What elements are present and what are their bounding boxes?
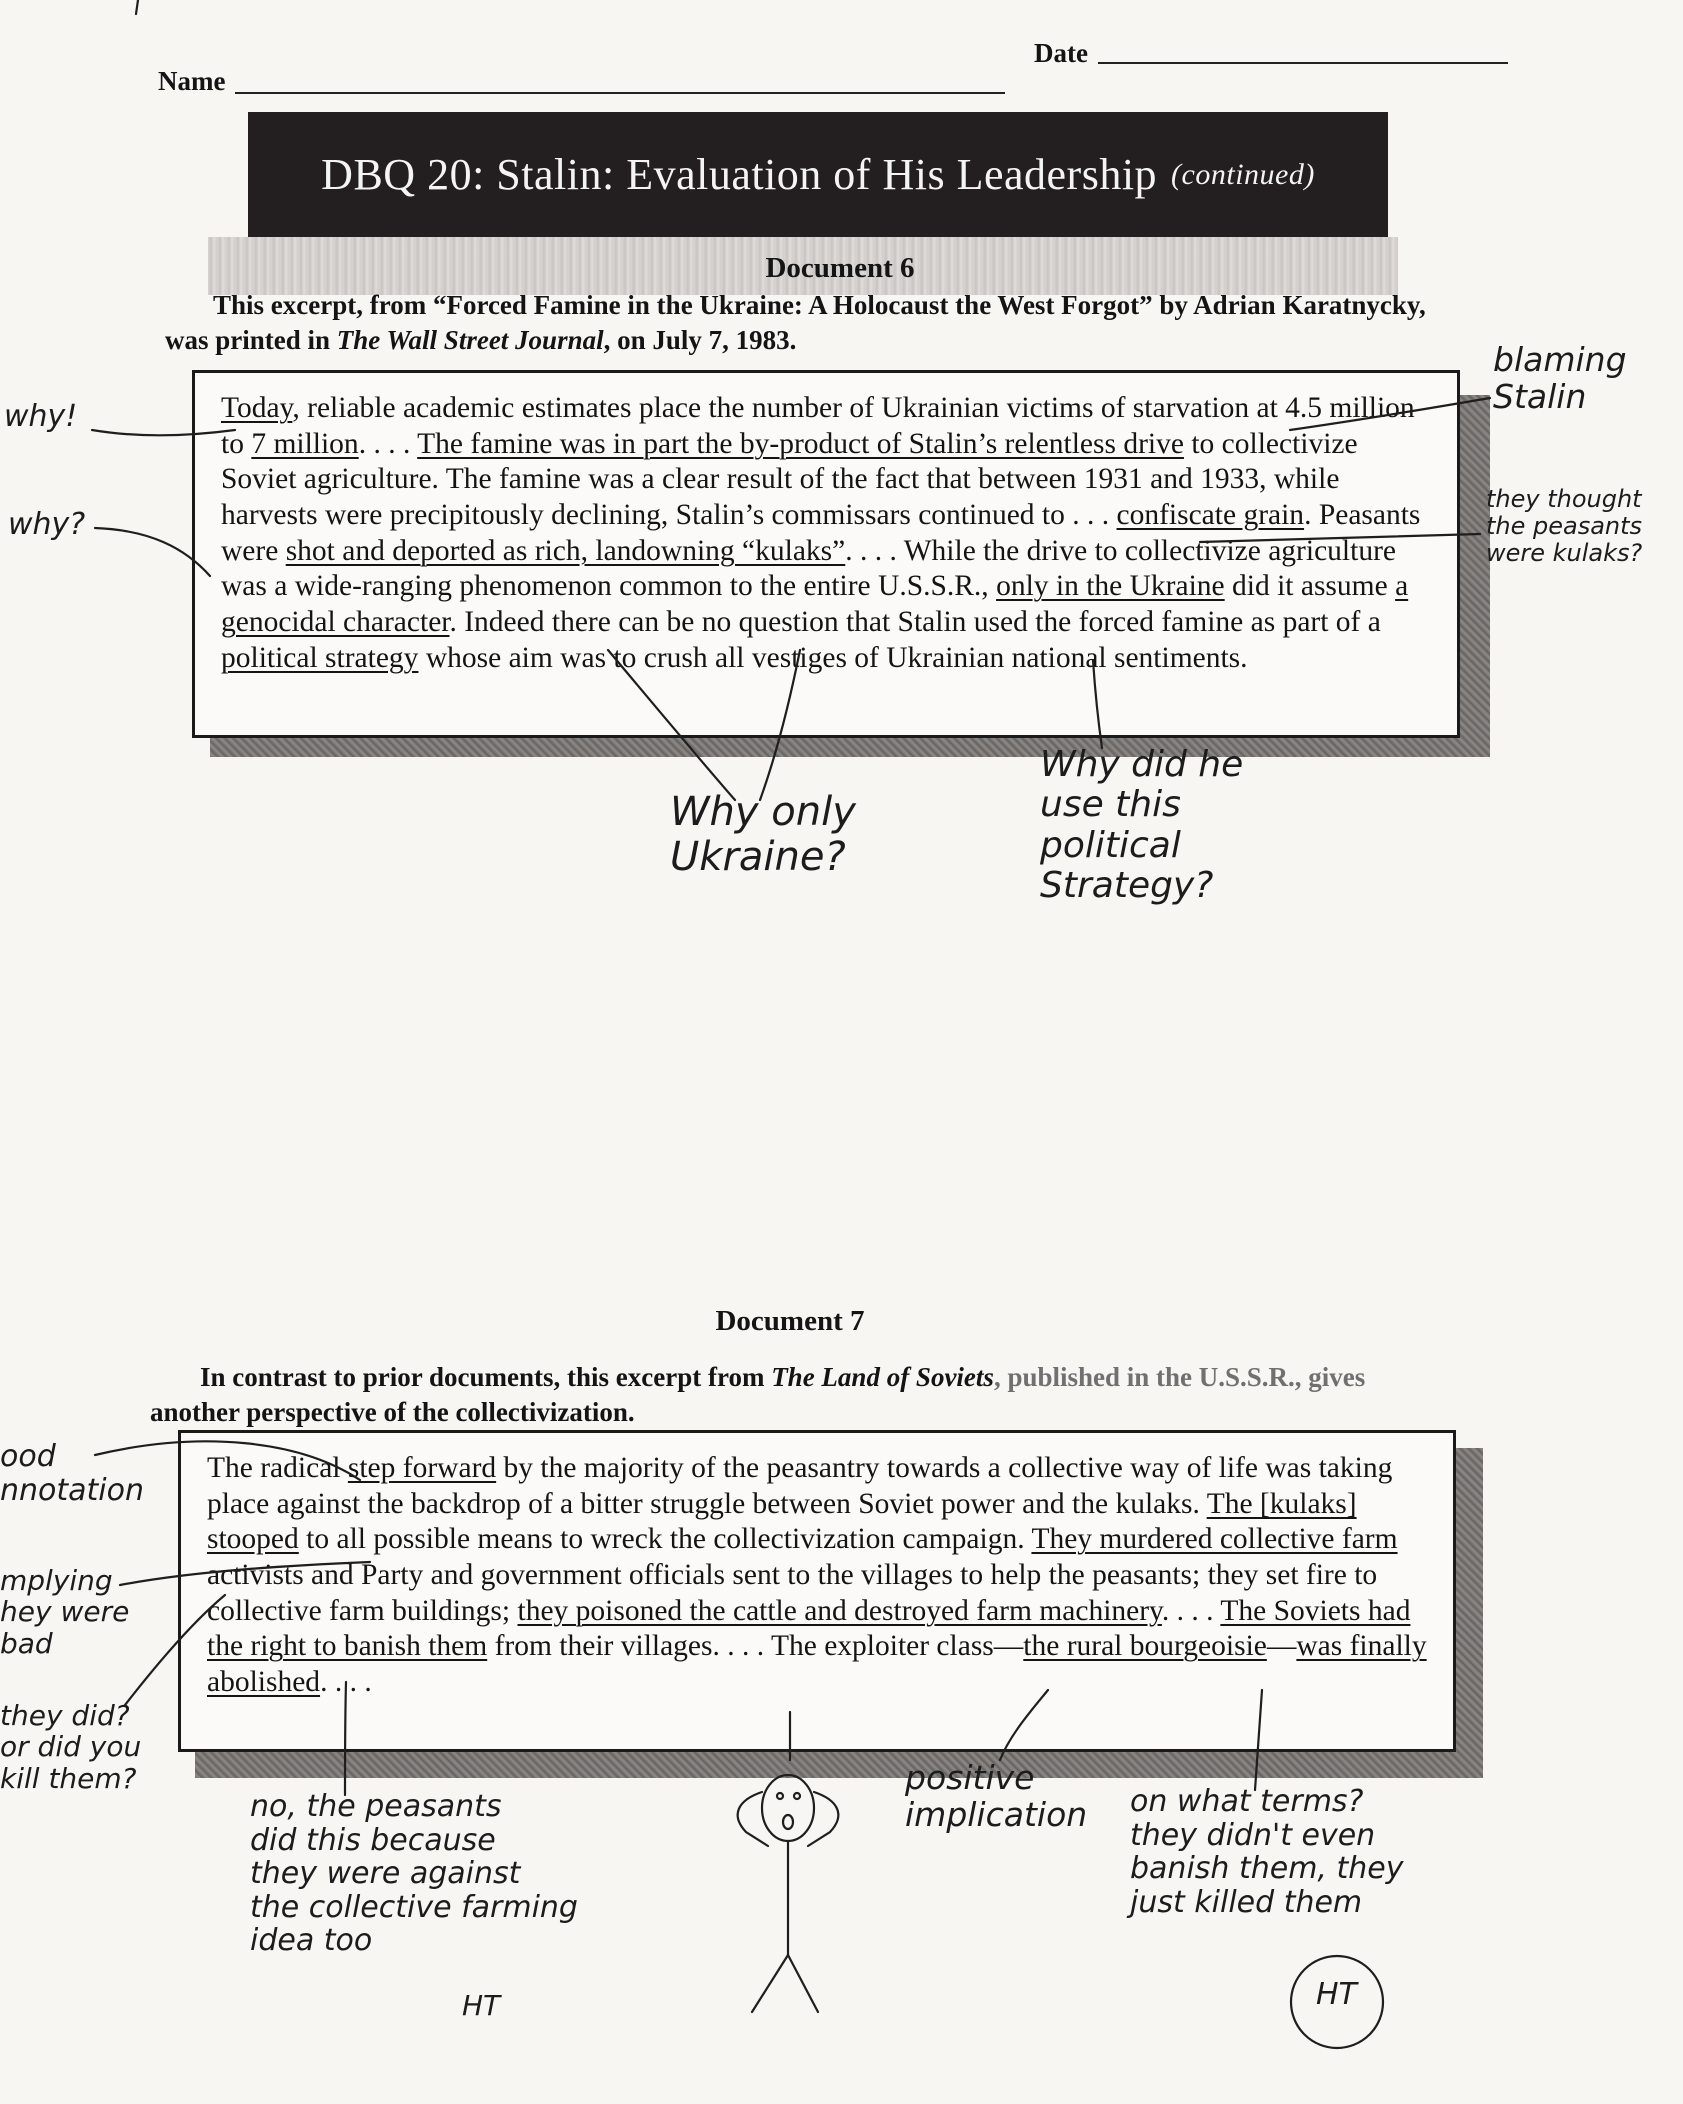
annotation-on-what-terms: on what terms? they didn't even banish them, they just killed them bbox=[1130, 1784, 1404, 1920]
annotation-they-did: they did? or did you kill them? bbox=[0, 1699, 142, 1795]
doc7-intro-1b: , published in the U.S.S.R., gives bbox=[993, 1362, 1366, 1392]
doc7-segment: activists and Party and government officials sent to the villages to help the peasants; they set fire to collective farm buildings; bbox=[207, 1559, 1378, 1627]
pointer-they-did bbox=[125, 1595, 225, 1705]
doc6-source: The Wall Street Journal bbox=[336, 325, 604, 356]
pointer-thought bbox=[1200, 534, 1480, 542]
pointer-implying bbox=[120, 1562, 370, 1585]
doc6-title: Document 6 bbox=[765, 252, 915, 284]
doc6-segment: The famine was in part the by-product of Stalin’s relentless drive bbox=[417, 427, 1184, 460]
doc6-segment: confiscate grain bbox=[1116, 499, 1305, 532]
pointer-blaming bbox=[1290, 398, 1490, 430]
doc6-segment: . Indeed there can be no question that Stalin used the forced famine as part of a bbox=[449, 606, 1381, 639]
doc6-segment: to collectivize Soviet agriculture. The famine was a clear result of the fact that between 1931 and 1933, while harvests were precipitously declining, Stalin’s commissars continued to . . . bbox=[221, 427, 1358, 532]
doc7-segment: the rural bourgeoisie bbox=[1023, 1630, 1267, 1663]
doc7-segment: to all possible means to wreck the collectivization campaign. bbox=[298, 1523, 1032, 1556]
doc6-segment: whose aim was to crush all vestiges of Ukrainian national sentiments. bbox=[418, 641, 1248, 674]
doc7-segment: — bbox=[1266, 1630, 1297, 1663]
banner-title: DBQ 20: Stalin: Evaluation of His Leadership bbox=[321, 150, 1158, 199]
annotation-why-1: why! bbox=[4, 399, 78, 434]
annotation-blaming-stalin: blaming Stalin bbox=[1493, 340, 1627, 416]
pointer-why-2 bbox=[95, 528, 210, 576]
doc6-segment: . . . . While the drive to collectivize agriculture was a wide-ranging phenomenon common to the entire U.S.S.R., bbox=[221, 534, 1396, 603]
annotation-they-thought: they thought the peasants were kulaks? bbox=[1486, 485, 1643, 567]
annotation-initials-1: HT bbox=[462, 1989, 501, 2022]
pointer-ukraine-b bbox=[760, 650, 800, 800]
doc7-source: The Land of Soviets bbox=[771, 1362, 994, 1392]
doc7-segment: step forward bbox=[347, 1452, 497, 1484]
annotation-implying: mplying hey were bad bbox=[0, 1564, 130, 1660]
stray-mark bbox=[136, 0, 138, 14]
doc7-segment: they poisoned the cattle and destroyed farm machinery bbox=[517, 1594, 1162, 1627]
doc6-segment: only in the Ukraine bbox=[996, 570, 1225, 603]
pointer-positive bbox=[1000, 1690, 1048, 1760]
doc7-segment: The radical bbox=[207, 1452, 348, 1484]
doc6-segment: Today bbox=[221, 392, 293, 424]
doc7-intro-line2: another perspective of the collectivization. bbox=[150, 1397, 635, 1428]
pointer-no-peasants bbox=[345, 1682, 346, 1795]
banner-continued: (continued) bbox=[1171, 157, 1315, 191]
doc6-segment: did it assume bbox=[1224, 570, 1396, 603]
doc6-intro-line1: This excerpt, from “Forced Famine in the Ukraine: A Holocaust the West Forgot” by Adrian Karatnycky, bbox=[213, 290, 1426, 320]
pointer-ukraine-a bbox=[608, 650, 735, 800]
doc7-segment: The [kulaks] stooped bbox=[207, 1487, 1357, 1556]
doc6-segment: a genocidal character bbox=[221, 570, 1409, 639]
annotation-why-strategy: Why did he use this political Strategy? bbox=[1040, 744, 1244, 906]
doc6-segment: shot and deported as rich, landowning “kulaks” bbox=[285, 534, 846, 567]
doc7-segment: The Soviets had the right to banish them bbox=[207, 1594, 1411, 1663]
doc7-segment: . . . . bbox=[1161, 1594, 1221, 1627]
name-label: Name bbox=[158, 66, 226, 96]
doc6-segment: , reliable academic estimates place the number of Ukrainian victims of starvation at 4.5 million to bbox=[221, 392, 1415, 460]
doc7-segment: was finally abolished bbox=[207, 1630, 1427, 1699]
doc6-segment: . . . . bbox=[358, 427, 418, 460]
annotation-positive-implication: positive implication bbox=[905, 1758, 1088, 1834]
stick-figure-drawing bbox=[738, 1775, 839, 2012]
doc7-intro-1a: In contrast to prior documents, this excerpt from bbox=[200, 1362, 772, 1392]
pointer-why-1 bbox=[92, 430, 235, 435]
doc7-segment: They murdered collective farm bbox=[1031, 1523, 1398, 1556]
annotation-why-only-ukraine: Why only Ukraine? bbox=[670, 789, 856, 880]
date-label: Date bbox=[1034, 38, 1088, 68]
annotation-good-annotation: ood nnotation bbox=[0, 1439, 144, 1508]
doc7-segment: . . . . bbox=[320, 1666, 372, 1699]
doc7-title: Document 7 bbox=[715, 1305, 865, 1337]
initials-circle bbox=[1291, 1956, 1383, 2048]
annotation-no-peasants: no, the peasants did this because they were against the collective farming idea too bbox=[250, 1789, 578, 1959]
pointer-strategy bbox=[1093, 660, 1102, 748]
doc7-segment: from their villages. . . . The exploiter class— bbox=[487, 1630, 1024, 1663]
pointer-good bbox=[95, 1441, 360, 1480]
annotation-why-2: why? bbox=[8, 507, 86, 542]
doc6-intro-2a: was printed in bbox=[165, 325, 337, 356]
doc6-intro-2b: , on July 7, 1983. bbox=[603, 325, 797, 356]
doc6-segment: 7 million bbox=[251, 427, 359, 460]
doc6-segment: political strategy bbox=[221, 641, 419, 674]
doc7-segment: by the majority of the peasantry towards a collective way of life was taking place against the backdrop of a bitter struggle between Soviet power and the kulaks. bbox=[207, 1452, 1393, 1520]
doc6-segment: . Peasants were bbox=[221, 499, 1421, 567]
annotation-initials-2: HT bbox=[1316, 1977, 1357, 2012]
pointer-terms bbox=[1255, 1690, 1262, 1790]
